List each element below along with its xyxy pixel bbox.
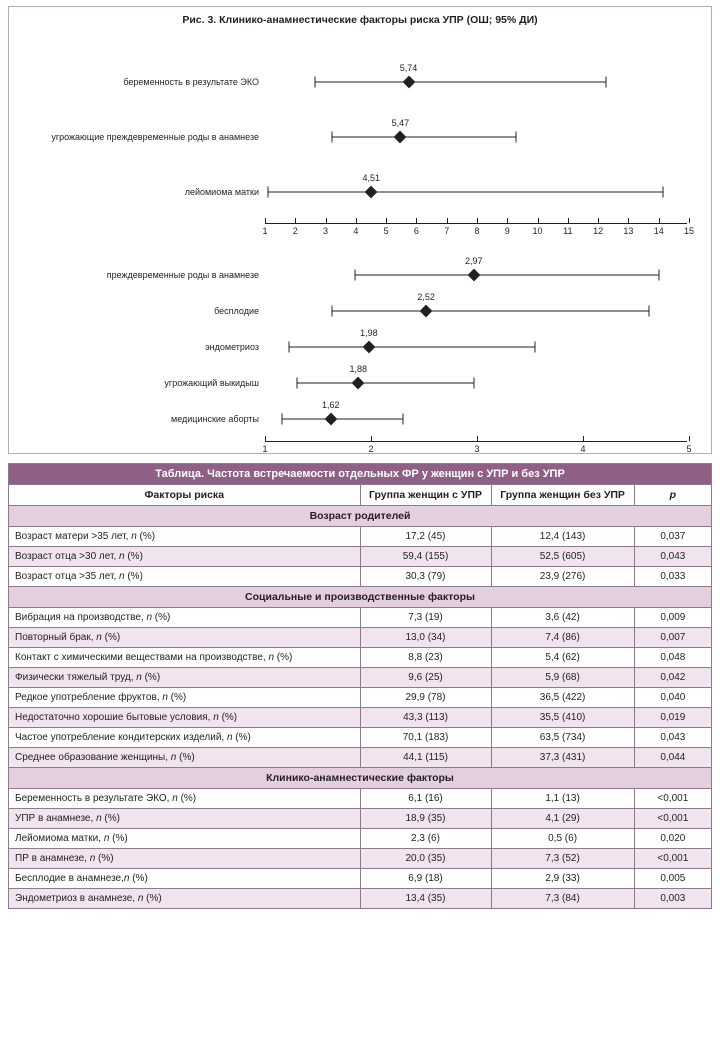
p-value: <0,001 [634,789,711,809]
x-axis-tick-label: 4 [580,444,586,454]
x-axis-tick-label: 5 [686,444,692,454]
value-group-upr: 18,9 (35) [360,809,491,829]
category-label: медицинские аборты [171,414,259,424]
column-header-factors: Факторы риска [9,485,361,506]
risk-factor-name: Бесплодие в анамнезе,n (%) [9,869,361,889]
column-header-group-no-upr: Группа женщин без УПР [491,485,634,506]
category-label: угрожающие преждевременные роды в анамнезе [51,131,259,142]
confidence-interval-cap [289,342,290,353]
table-row [9,648,712,668]
x-axis-tick [583,436,584,441]
category-label: бесплодие [214,306,259,316]
x-axis-tick [659,218,660,223]
column-header-group-upr: Группа женщин с УПР [360,485,491,506]
confidence-interval-cap [516,131,517,142]
p-value: 0,033 [634,567,711,587]
confidence-interval-cap [331,306,332,317]
x-axis-tick [416,218,417,223]
p-value: 0,009 [634,608,711,628]
x-axis-tick [265,436,266,441]
odds-ratio-marker [420,305,433,318]
odds-ratio-value-label: 1,88 [349,364,368,374]
value-group-upr: 2,3 (6) [360,829,491,849]
value-group-no-upr: 5,9 (68) [491,668,634,688]
x-axis-tick-label: 15 [683,226,695,236]
table-section-heading: Социальные и производственные факторы [9,587,712,608]
table-title-row [9,464,712,485]
value-group-no-upr: 23,9 (276) [491,567,634,587]
value-group-upr: 29,9 (78) [360,688,491,708]
value-group-no-upr: 37,3 (431) [491,748,634,768]
table-section-row [9,506,712,527]
risk-factor-name: Среднее образование женщины, n (%) [9,748,361,768]
confidence-interval-cap [281,414,282,425]
p-value: 0,043 [634,728,711,748]
x-axis-tick [628,218,629,223]
x-axis-tick-label: 7 [444,226,450,236]
risk-factor-name: Возраст отца >35 лет, n (%) [9,567,361,587]
table-row [9,829,712,849]
x-axis-tick-label: 4 [353,226,359,236]
odds-ratio-value-label: 4,51 [362,172,381,183]
p-value: 0,048 [634,648,711,668]
value-group-no-upr: 0,5 (6) [491,829,634,849]
table-row [9,547,712,567]
x-axis-tick [326,218,327,223]
risk-factor-name: УПР в анамнезе, n (%) [9,809,361,829]
odds-ratio-value-label: 1,98 [360,328,378,338]
x-axis-tick-label: 8 [474,226,480,236]
value-group-no-upr: 63,5 (734) [491,728,634,748]
value-group-no-upr: 5,4 (62) [491,648,634,668]
x-axis-tick [507,218,508,223]
x-axis-tick-label: 2 [292,226,298,236]
x-axis-tick-label: 5 [383,226,389,236]
x-axis-tick [689,436,690,441]
table-row [9,628,712,648]
odds-ratio-marker [365,185,378,198]
x-axis-tick [356,218,357,223]
x-axis-tick [477,436,478,441]
table-section-row [9,768,712,789]
x-axis-line [265,441,687,442]
confidence-interval-cap [355,270,356,281]
table-row [9,789,712,809]
confidence-interval-cap [605,76,606,87]
value-group-upr: 13,0 (34) [360,628,491,648]
value-group-upr: 70,1 (183) [360,728,491,748]
risk-factor-name: Повторный брак, n (%) [9,628,361,648]
table-row [9,668,712,688]
x-axis-line [265,223,687,224]
column-header-p: p [634,485,711,506]
x-axis-tick-label: 1 [262,226,268,236]
p-value: 0,019 [634,708,711,728]
table-section-row [9,587,712,608]
value-group-upr: 13,4 (35) [360,889,491,909]
odds-ratio-value-label: 5,74 [399,62,418,73]
odds-ratio-marker [363,341,376,354]
risk-factor-name: Лейомиома матки, n (%) [9,829,361,849]
table-header-row [9,485,712,506]
table-row [9,748,712,768]
confidence-interval-line [282,419,403,420]
p-value: 0,042 [634,668,711,688]
value-group-no-upr: 12,4 (143) [491,527,634,547]
confidence-interval-cap [648,306,649,317]
table-row [9,889,712,909]
value-group-no-upr: 52,5 (605) [491,547,634,567]
x-axis-tick-label: 3 [323,226,329,236]
table-row [9,527,712,547]
confidence-interval-line [315,81,606,82]
confidence-interval-line [297,383,474,384]
odds-ratio-value-label: 2,97 [465,256,483,266]
odds-ratio-value-label: 2,52 [417,292,435,302]
value-group-upr: 59,4 (155) [360,547,491,567]
table-row [9,809,712,829]
value-group-no-upr: 35,5 (410) [491,708,634,728]
x-axis-tick-label: 9 [504,226,510,236]
confidence-interval-cap [535,342,536,353]
odds-ratio-value-label: 5,47 [391,117,410,128]
x-axis-tick [538,218,539,223]
value-group-no-upr: 4,1 (29) [491,809,634,829]
value-group-no-upr: 3,6 (42) [491,608,634,628]
category-label: эндометриоз [205,342,259,352]
p-value: 0,005 [634,869,711,889]
x-axis-tick-label: 6 [413,226,419,236]
frequency-table [8,463,712,909]
x-axis-tick-label: 2 [368,444,374,454]
confidence-interval-line [355,275,659,276]
x-axis-tick [689,218,690,223]
forest-plot-top [9,30,711,237]
p-value: 0,040 [634,688,711,708]
value-group-upr: 8,8 (23) [360,648,491,668]
value-group-upr: 7,3 (19) [360,608,491,628]
p-value: 0,044 [634,748,711,768]
x-axis-tick-label: 1 [262,444,268,454]
figure-title: Рис. 3. Клинико-анамнестические факторы риска УПР (ОШ; 95% ДИ) [182,14,538,26]
odds-ratio-marker [402,75,415,88]
category-label: преждевременные роды в анамнезе [106,270,259,280]
p-value: 0,007 [634,628,711,648]
value-group-upr: 20,0 (35) [360,849,491,869]
confidence-interval-cap [314,76,315,87]
value-group-upr: 9,6 (25) [360,668,491,688]
value-group-no-upr: 7,3 (84) [491,889,634,909]
risk-factor-name: Эндометриоз в анамнезе, n (%) [9,889,361,909]
value-group-upr: 30,3 (79) [360,567,491,587]
confidence-interval-line [332,311,649,312]
x-axis-tick [386,218,387,223]
value-group-upr: 44,1 (115) [360,748,491,768]
p-value: 0,003 [634,889,711,909]
x-axis-tick-label: 10 [532,226,543,236]
value-group-upr: 43,3 (113) [360,708,491,728]
value-group-no-upr: 36,5 (422) [491,688,634,708]
table-row [9,688,712,708]
category-label: угрожающий выкидыш [164,378,259,388]
x-axis-tick [265,218,266,223]
value-group-upr: 6,9 (18) [360,869,491,889]
risk-factor-name: Частое употребление кондитерских изделий, n (%) [9,728,361,748]
x-axis-tick [598,218,599,223]
confidence-interval-cap [268,186,269,197]
risk-factor-name: Редкое употребление фруктов, n (%) [9,688,361,708]
risk-factor-name: Контакт с химическими веществами на производстве, n (%) [9,648,361,668]
confidence-interval-cap [331,131,332,142]
value-group-no-upr: 7,3 (52) [491,849,634,869]
x-axis-tick [371,436,372,441]
risk-factor-name: ПР в анамнезе, n (%) [9,849,361,869]
risk-factor-name: Беременность в результате ЭКО, n (%) [9,789,361,809]
x-axis-tick-label: 3 [474,444,480,454]
risk-factor-name: Вибрация на производстве, n (%) [9,608,361,628]
confidence-interval-cap [473,378,474,389]
table-title: Таблица. Частота встречаемости отдельных ФР у женщин с УПР и без УПР [9,464,712,485]
table-section-heading: Клинико-анамнестические факторы [9,768,712,789]
value-group-no-upr: 1,1 (13) [491,789,634,809]
confidence-interval-line [268,191,663,192]
p-value: 0,043 [634,547,711,567]
p-value: 0,020 [634,829,711,849]
table-row [9,608,712,628]
p-value: <0,001 [634,849,711,869]
odds-ratio-marker [394,130,407,143]
p-value: 0,037 [634,527,711,547]
confidence-interval-cap [663,186,664,197]
value-group-upr: 17,2 (45) [360,527,491,547]
risk-factor-name: Недостаточно хорошие бытовые условия, n (%) [9,708,361,728]
x-axis-tick [447,218,448,223]
confidence-interval-cap [659,270,660,281]
table-section-heading: Возраст родителей [9,506,712,527]
table-row [9,849,712,869]
table-row [9,869,712,889]
x-axis-tick [568,218,569,223]
confidence-interval-line [332,136,517,137]
value-group-upr: 6,1 (16) [360,789,491,809]
value-group-no-upr: 2,9 (33) [491,869,634,889]
confidence-interval-cap [402,414,403,425]
x-axis-tick-label: 14 [653,226,664,236]
category-label: беременность в результате ЭКО [123,76,259,87]
odds-ratio-value-label: 1,62 [321,400,340,410]
risk-factor-name: Физически тяжелый труд, n (%) [9,668,361,688]
x-axis-tick-label: 12 [593,226,604,236]
x-axis-tick-label: 13 [623,226,634,236]
confidence-interval-line [289,347,535,348]
risk-factor-name: Возраст отца >30 лет, n (%) [9,547,361,567]
table-row [9,567,712,587]
forest-plot-bottom [9,237,711,453]
x-axis-tick [477,218,478,223]
table-row [9,728,712,748]
x-axis-tick [295,218,296,223]
odds-ratio-marker [352,377,365,390]
confidence-interval-cap [296,378,297,389]
risk-factor-name: Возраст матери >35 лет, n (%) [9,527,361,547]
value-group-no-upr: 7,4 (86) [491,628,634,648]
table-row [9,708,712,728]
category-label: лейомиома матки [184,186,259,197]
p-value: <0,001 [634,809,711,829]
odds-ratio-marker [467,269,480,282]
figure-panel [8,6,712,454]
x-axis-tick-label: 11 [563,226,573,236]
odds-ratio-marker [324,413,337,426]
